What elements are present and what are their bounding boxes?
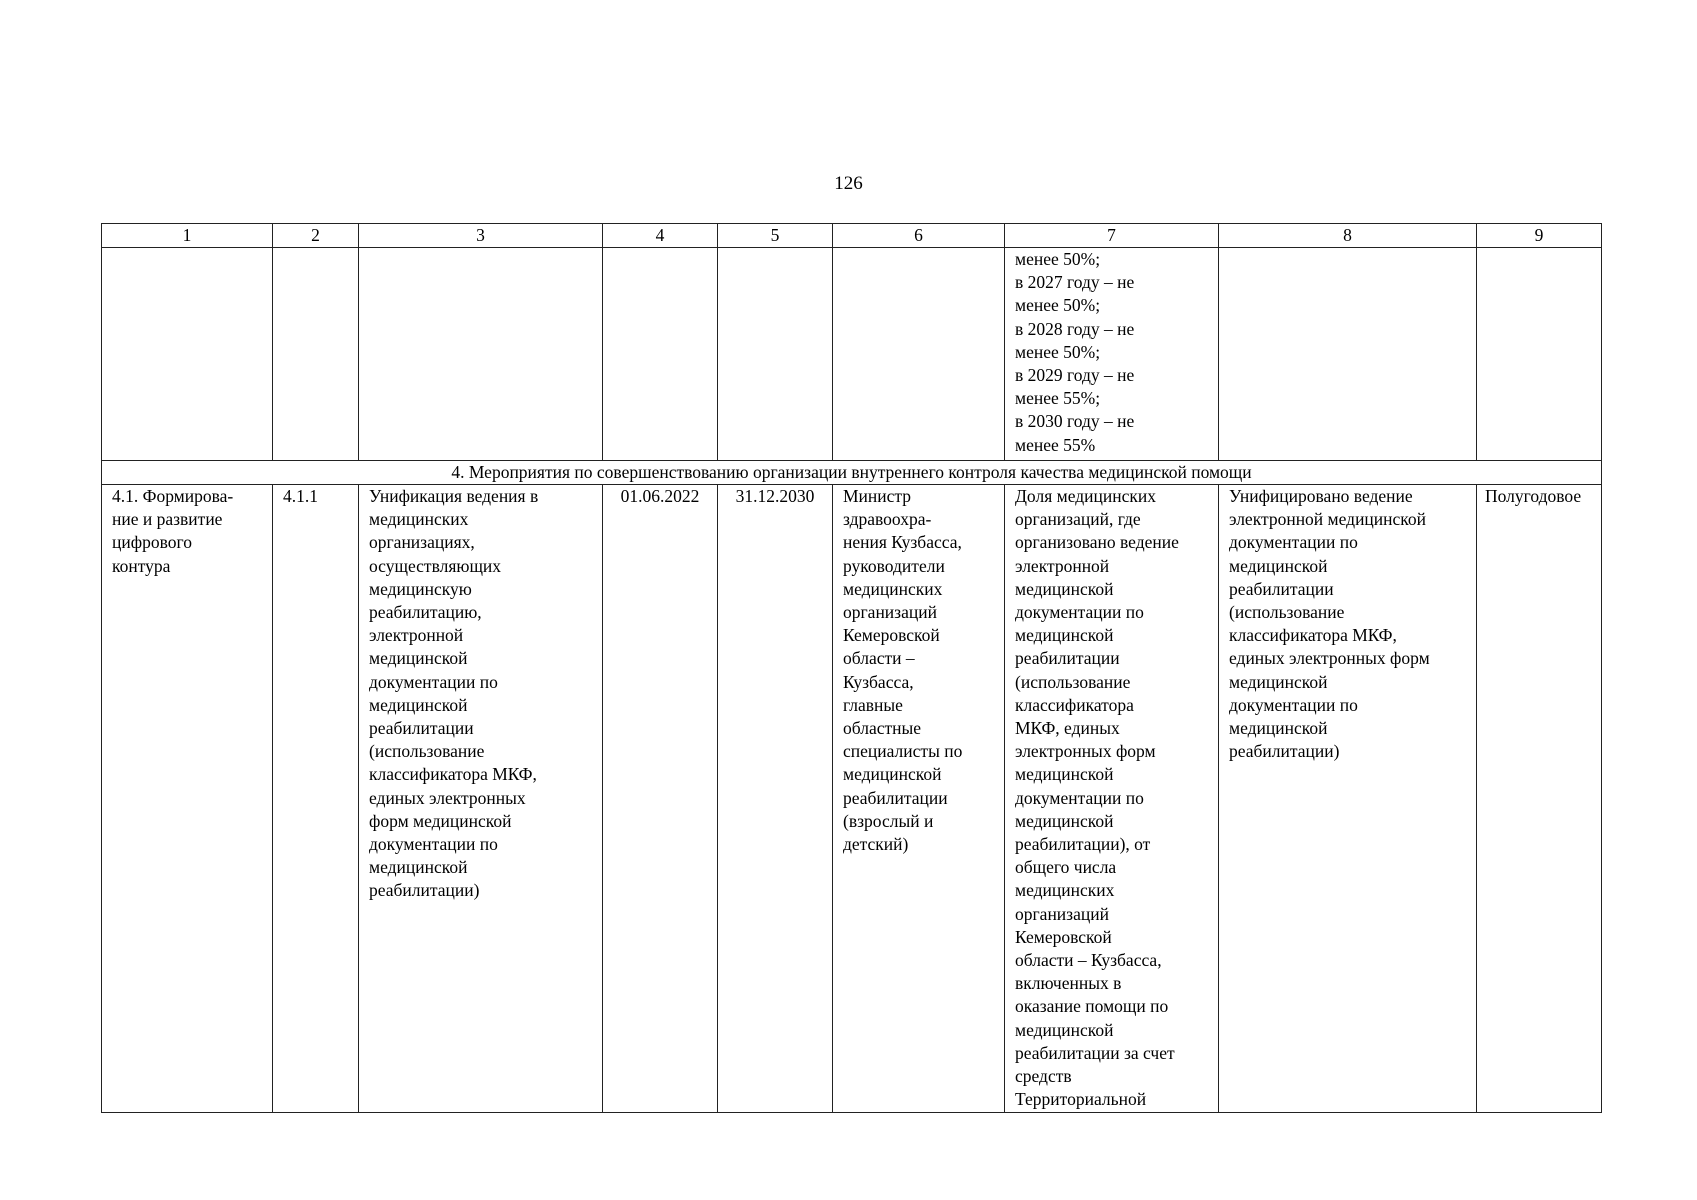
column-number: 6 [833,224,1005,248]
table-row [102,485,1602,1113]
task-cell: 4.1. Формирова- ние и развитие цифрового контура [102,485,273,1113]
column-number: 2 [273,224,359,248]
table-cell [603,248,718,461]
measure-name-cell: Унификация ведения в медицинских организациях, осуществляющих медицинскую реабилитацию, электронной медицинской документации по медицинской реабилитации (использование классификатора МКФ, единых электронных форм медицинской документации по медицинской реабилитации) [359,485,603,1113]
page-number: 126 [834,173,863,194]
measure-number-cell: 4.1.1 [273,485,359,1113]
table-cell [273,248,359,461]
indicator-cell: Доля медицинских организаций, где организовано ведение электронной медицинской документации по медицинской реабилитации (использование классификатора МКФ, единых электронных форм медицинской документации по медицинской реабилитации), от общего числа медицинских организаций Кемеровской области – Кузбасса, включенных в оказание помощи по медицинской реабилитации за счет средств Территориальной [1005,485,1219,1113]
section-title: 4. Мероприятия по совершенствованию организации внутреннего контроля качества медицинской помощи [102,461,1602,485]
section-row [102,461,1602,485]
column-number: 4 [603,224,718,248]
table-cell [833,248,1005,461]
start-date-cell: 01.06.2022 [603,485,718,1113]
table-cell [718,248,833,461]
indicator-targets-cell: менее 50%; в 2027 году – не менее 50%; в 2028 году – не менее 50%; в 2029 году – не менее 55%; в 2030 году – не менее 55% [1005,248,1219,461]
measures-table [101,223,1602,1113]
table-cell [1219,248,1477,461]
column-number: 1 [102,224,273,248]
column-number: 9 [1477,224,1602,248]
result-cell: Унифицировано ведение электронной медицинской документации по медицинской реабилитации (использование классификатора МКФ, единых электронных форм медицинской документации по медицинской реабилитации) [1219,485,1477,1113]
continuation-row [102,248,1602,461]
column-number: 3 [359,224,603,248]
end-date-cell: 31.12.2030 [718,485,833,1113]
table-cell [1477,248,1602,461]
table-cell [359,248,603,461]
column-number: 7 [1005,224,1219,248]
column-number: 8 [1219,224,1477,248]
responsible-cell: Министр здравоохра- нения Кузбасса, руководители медицинских организаций Кемеровской области – Кузбасса, главные областные специалисты по медицинской реабилитации (взрослый и детский) [833,485,1005,1113]
column-number: 5 [718,224,833,248]
table-cell [102,248,273,461]
column-number-row [102,224,1602,248]
frequency-cell: Полугодовое [1477,485,1602,1113]
